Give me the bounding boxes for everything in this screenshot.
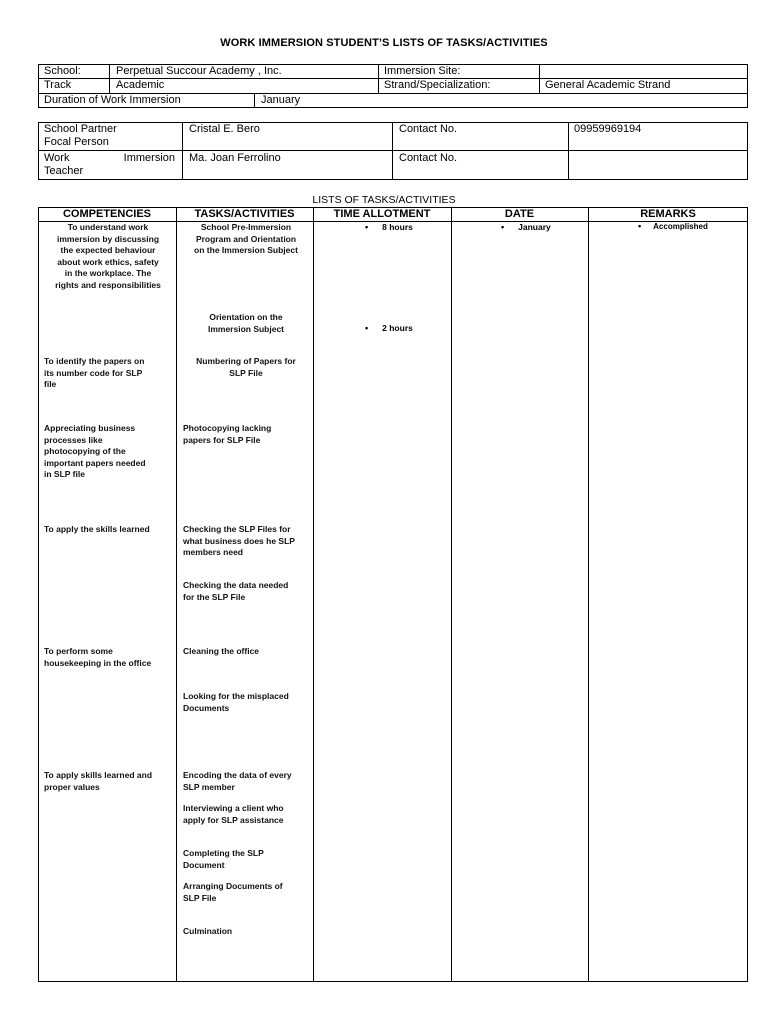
- line: important papers needed: [44, 457, 146, 468]
- task-encoding: [183, 770, 311, 793]
- bullet-icon: •: [638, 221, 642, 231]
- date-value: January: [518, 222, 551, 232]
- teacher-label-line2: Teacher: [44, 165, 84, 177]
- line: rights and responsibilities: [55, 279, 161, 290]
- remark-1: [638, 221, 708, 232]
- header-remarks: REMARKS: [640, 208, 696, 220]
- line: Numbering of Papers for: [196, 356, 296, 366]
- line: SLP member: [183, 781, 235, 792]
- task-orientation: [182, 312, 310, 335]
- time-value: 2 hours: [382, 323, 413, 333]
- line: about work ethics, safety: [57, 256, 159, 267]
- line: Documents: [183, 702, 230, 713]
- line: processes like: [44, 434, 103, 445]
- competency-values: [44, 770, 172, 793]
- tasks-subtitle: LISTS OF TASKS/ACTIVITIES: [312, 194, 456, 206]
- teacher-label-word2: Immersion: [123, 152, 175, 164]
- partner-contact-value: 09959969194: [574, 123, 642, 135]
- line: Encoding the data of every: [183, 770, 292, 780]
- bullet-icon: •: [365, 323, 369, 333]
- task-completing-document: [183, 848, 311, 871]
- task-arranging-documents: [183, 881, 311, 904]
- line: housekeeping in the office: [44, 657, 152, 668]
- task-photocopying: [183, 423, 311, 446]
- document-title: WORK IMMERSION STUDENT’S LISTS OF TASKS/ACTIVITIES: [220, 37, 548, 49]
- line: Checking the data needed: [183, 580, 289, 590]
- line: Immersion Subject: [207, 323, 285, 334]
- line: Cleaning the office: [183, 646, 260, 656]
- competency-apply-skills: [44, 524, 172, 536]
- line: Checking the SLP Files for: [183, 524, 291, 534]
- strand-label: Strand/Specialization:: [384, 79, 491, 91]
- competency-orientation: [44, 222, 172, 291]
- contacts-table: [38, 122, 748, 180]
- line: for the SLP File: [183, 591, 246, 602]
- header-tasks: TASKS/ACTIVITIES: [194, 208, 295, 220]
- header-competencies: COMPETENCIES: [62, 208, 151, 220]
- line: in the workplace. The: [64, 268, 152, 278]
- duration-value: January: [261, 94, 301, 106]
- bullet-icon: •: [501, 222, 505, 232]
- bullet-icon: •: [365, 222, 369, 232]
- line: SLP File: [229, 367, 263, 378]
- line: To apply the skills learned: [44, 524, 150, 534]
- strand-value: General Academic Strand: [545, 79, 671, 91]
- competency-business-processes: [44, 423, 172, 481]
- date-1: [501, 222, 551, 233]
- remark-value: Accomplished: [653, 222, 708, 231]
- task-pre-immersion: [182, 222, 310, 257]
- line: immersion by discussing: [56, 233, 160, 244]
- teacher-label-word1: Work: [44, 152, 70, 164]
- line: in SLP file: [44, 469, 85, 479]
- task-checking-files: [183, 524, 311, 559]
- time-allotment-2: [365, 323, 413, 334]
- header-time-allotment: TIME ALLOTMENT: [333, 208, 431, 220]
- line: proper values: [44, 781, 100, 792]
- immersion-site-label: Immersion Site:: [384, 65, 461, 77]
- teacher-label-line1: [44, 152, 175, 165]
- line: Arranging Documents of: [183, 881, 283, 891]
- teacher-contact-label: Contact No.: [399, 152, 458, 164]
- partner-contact-label: Contact No.: [399, 123, 458, 135]
- task-culmination: [183, 926, 311, 938]
- line: Interviewing a client who: [183, 803, 284, 813]
- line: file: [44, 379, 57, 389]
- line: the expected behaviour: [60, 245, 156, 255]
- task-interviewing: [183, 803, 311, 826]
- header-date: DATE: [504, 208, 535, 220]
- competency-housekeeping: [44, 646, 172, 669]
- partner-name: Cristal E. Bero: [189, 123, 260, 135]
- competency-identify-papers: [44, 356, 172, 391]
- partner-label-line2: Focal Person: [44, 136, 109, 148]
- line: Document: [183, 859, 225, 870]
- line: Culmination: [183, 926, 233, 936]
- line: Completing the SLP: [183, 848, 264, 858]
- line: To understand work: [67, 222, 149, 232]
- task-checking-data: [183, 580, 311, 603]
- line: on the Immersion Subject: [194, 245, 298, 255]
- line: Looking for the misplaced: [183, 691, 289, 701]
- line: To perform some: [44, 646, 113, 656]
- line: what business does he SLP: [183, 535, 295, 546]
- line: School Pre-Immersion: [200, 222, 292, 232]
- line: members need: [183, 547, 243, 557]
- line: photocopying of the: [44, 446, 126, 456]
- line: Appreciating business: [44, 423, 136, 433]
- line: apply for SLP assistance: [183, 814, 284, 825]
- school-label: School:: [44, 65, 81, 77]
- line: To identify the papers on: [44, 356, 145, 366]
- line: Program and Orientation: [195, 233, 297, 244]
- line: Photocopying lacking: [183, 423, 272, 433]
- time-value: 8 hours: [382, 222, 413, 232]
- track-label: Track: [44, 79, 72, 91]
- line: its number code for SLP: [44, 367, 143, 378]
- duration-label: Duration of Work Immersion: [44, 94, 181, 106]
- track-value: Academic: [116, 79, 165, 91]
- time-allotment-1: [365, 222, 413, 233]
- task-misplaced-documents: [183, 691, 311, 714]
- task-cleaning: [183, 646, 311, 658]
- school-value: Perpetual Succour Academy , Inc.: [116, 65, 282, 77]
- line: SLP File: [183, 892, 217, 903]
- line: To apply skills learned and: [44, 770, 153, 780]
- task-numbering-papers: [182, 356, 310, 379]
- line: papers for SLP File: [183, 434, 261, 445]
- teacher-name: Ma. Joan Ferrolino: [189, 152, 281, 164]
- partner-label-line1: School Partner: [44, 123, 117, 135]
- line: Orientation on the: [209, 312, 283, 322]
